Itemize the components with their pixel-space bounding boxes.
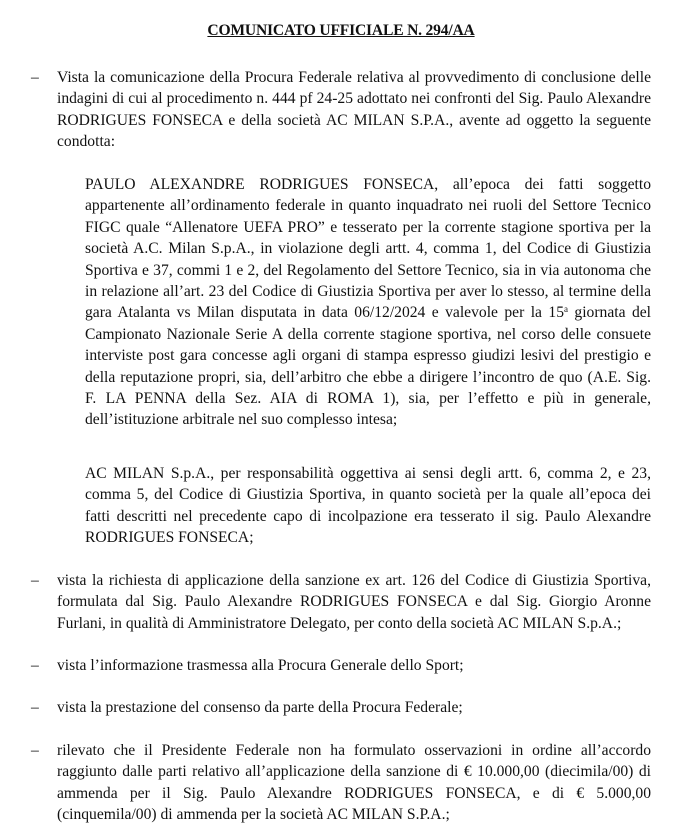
dash-bullet-icon: – bbox=[31, 742, 39, 759]
item-text: rilevato che il Presidente Federale non ha formulato osservazioni in ordine all’accordo raggiunto dalle parti relativo all’applicazione della sanzione di € 10.000,00 (diecimila/00) di ammenda per il Sig. Paulo Alexandre RODRIGUES FONSECA, e di € 5.000,00 (cinquemila/00) di ammenda per la società AC MILAN S.P.A.; bbox=[57, 742, 651, 824]
dash-bullet-icon: – bbox=[31, 69, 39, 86]
dash-bullet-icon: – bbox=[31, 699, 39, 716]
charge-ac-milan: AC MILAN S.p.A., per responsabilità oggettiva ai sensi degli artt. 6, comma 2, e 23, comma 5, del Codice di Giustizia Sportiva, in quanto società per la quale all’epoca dei fatti descritti nel precedente capo di incolpazione era tesserato il sig. Paulo Alexandre RODRIGUES FONSECA; bbox=[85, 465, 651, 547]
item-text: Vista la comunicazione della Procura Federale relativa al provvedimento di conclusione delle indagini di cui al procedimento n. 444 pf 24-25 adottato nei confronti del Sig. Paulo Alexandre RODRIGUES FONSECA e della società AC MILAN S.P.A., avente ad oggetto la seguente condotta: bbox=[57, 69, 651, 151]
document-title: COMUNICATO UFFICIALE N. 294/AA bbox=[207, 22, 475, 39]
item-text: vista l’informazione trasmessa alla Procura Generale dello Sport; bbox=[57, 657, 464, 674]
item-text: vista la richiesta di applicazione della sanzione ex art. 126 del Codice di Giustizia Sportiva, formulata dal Sig. Paulo Alexandre RODRIGUES FONSECA e dal Sig. Giorgio Aronne Furlani, in qualità di Amministratore Delegato, per conto della società AC MILAN S.p.A.; bbox=[57, 572, 651, 632]
dash-bullet-icon: – bbox=[31, 657, 39, 674]
charge-fonseca: PAULO ALEXANDRE RODRIGUES FONSECA, all’epoca dei fatti soggetto appartenente all’ordinamento federale in quanto inquadrato nei ruoli del Settore Tecnico FIGC quale “Allenatore UEFA PRO” e tesserato per la corrente stagione sportiva per la società A.C. Milan S.p.A., in violazione degli artt. 4, comma 1, del Codice di Giustizia Sportiva e 37, commi 1 e 2, del Regolamento del Settore Tecnico, sia in via autonoma che in relazione all’art. 23 del Codice di Giustizia Sportiva per aver lo stesso, al termine della gara Atalanta vs Milan disputata in data 06/12/2024 e valevole per la 15$^a$ giornata del Campionato Nazionale Serie A della corrente stagione sportiva, nel corso delle consuete interviste post gara concesse agli organi di stampa espresso giudizi lesivi del prestigio e della reputazione propri, sia, dell’arbitro che ebbe a dirigere l’incontro de quo (A.E. Sig. F. LA PENNA della Sez. AIA di ROMA 1), sia, per l’effetto e più in generale, dell’istituzione arbitrale nel suo complesso intesa; bbox=[85, 176, 651, 429]
dash-bullet-icon: – bbox=[31, 572, 39, 589]
item-text: vista la prestazione del consenso da parte della Procura Federale; bbox=[57, 699, 463, 716]
